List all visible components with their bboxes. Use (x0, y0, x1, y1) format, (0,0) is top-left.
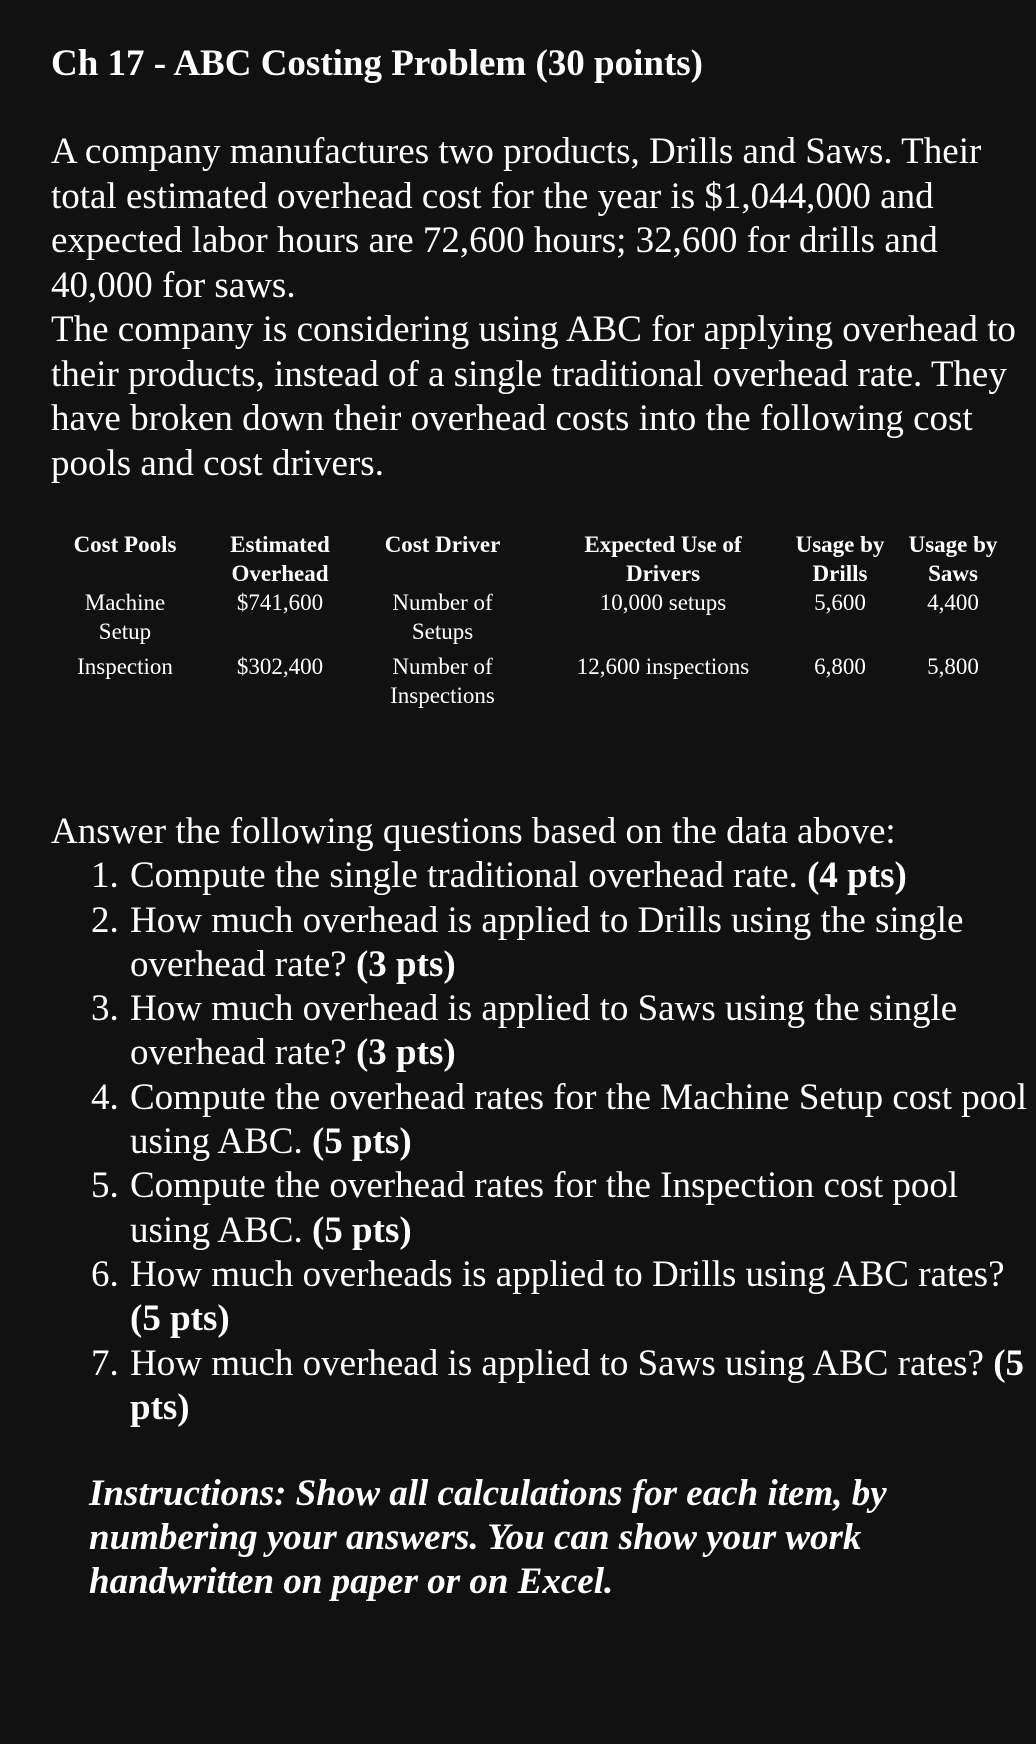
cell-expected-use: 10,000 setups (599, 590, 727, 615)
cell-estimated-overhead: $741,600 (236, 590, 324, 615)
question-text: Compute the single traditional overhead rate. (130, 855, 808, 897)
question-points: (5 pts) (130, 1298, 230, 1340)
page-title: Ch 17 - ABC Costing Problem (30 points) (51, 43, 703, 84)
list-item (128, 987, 1036, 1076)
header-cost-driver: Cost Driver (384, 532, 501, 557)
instructions-text: Instructions: Show all calculations for each item, by numbering your answers. You can show your work handwritten on paper or on Excel. (89, 1473, 887, 1602)
cell-cost-pool: Inspection (77, 654, 173, 679)
question-points: (5 pts) (311, 1121, 412, 1163)
cell-expected-use: 12,600 inspections (576, 654, 750, 679)
questions-lead: Answer the following questions based on the data above: (51, 811, 896, 852)
table-header-row (60, 530, 1010, 588)
table-row (60, 588, 1010, 652)
questions-list (51, 854, 1036, 1430)
question-points: (4 pts) (807, 855, 907, 897)
list-item (128, 854, 1036, 898)
cell-cost-pool: Machine Setup (84, 590, 166, 644)
question-text: How much overheads is applied to Drills using ABC rates? (130, 1253, 1005, 1295)
cell-usage-saws: 5,800 (927, 654, 979, 679)
list-item (128, 1253, 1036, 1342)
question-text: How much overhead is applied to Saws using the single overhead rate? (130, 988, 958, 1074)
intro-paragraph-1: A company manufactures two products, Drills and Saws. Their total estimated overhead cost for the year is $1,044,000 and expected labor hours are 72,600 hours; 32,600 for drills and 40,000 for saws. (51, 131, 982, 306)
cell-usage-drills: 5,600 (814, 590, 866, 615)
list-item (128, 899, 1036, 988)
question-points: (3 pts) (355, 1032, 456, 1074)
question-text: Compute the overhead rates for the Machine Setup cost pool using ABC. (130, 1076, 1027, 1163)
question-text: Compute the overhead rates for the Inspection cost pool using ABC. (130, 1165, 959, 1251)
question-text: How much overhead is applied to Drills using the single overhead rate? (130, 899, 964, 985)
header-expected-use: Expected Use of Drivers (584, 532, 742, 586)
intro-text (51, 130, 1031, 486)
question-text: How much overhead is applied to Saws using ABC rates? (130, 1342, 994, 1384)
cell-estimated-overhead: $302,400 (236, 654, 324, 679)
intro-paragraph-2: The company is considering using ABC for applying overhead to their products, instead of a single traditional overhead rate. They have broken down their overhead costs into the following cost pools and cost drivers. (51, 309, 1016, 484)
list-item (128, 1164, 1036, 1253)
questions-section (51, 810, 1036, 1430)
header-cost-pools: Cost Pools (73, 532, 177, 557)
cell-usage-saws: 4,400 (927, 590, 979, 615)
cell-usage-drills: 6,800 (814, 654, 866, 679)
question-points: (5 pts) (130, 1342, 1025, 1428)
question-points: (5 pts) (311, 1209, 412, 1251)
header-usage-drills: Usage by Drills (795, 532, 885, 586)
list-item (128, 1076, 1036, 1165)
header-usage-saws: Usage by Saws (908, 532, 998, 586)
cell-cost-driver: Number of Setups (392, 590, 493, 644)
cost-pool-table (60, 530, 1010, 716)
question-points: (3 pts) (355, 943, 456, 985)
list-item (128, 1342, 1036, 1431)
table-row (60, 652, 1010, 716)
cell-cost-driver: Number of Inspections (390, 654, 495, 708)
header-estimated-overhead: Estimated Overhead (230, 532, 330, 586)
